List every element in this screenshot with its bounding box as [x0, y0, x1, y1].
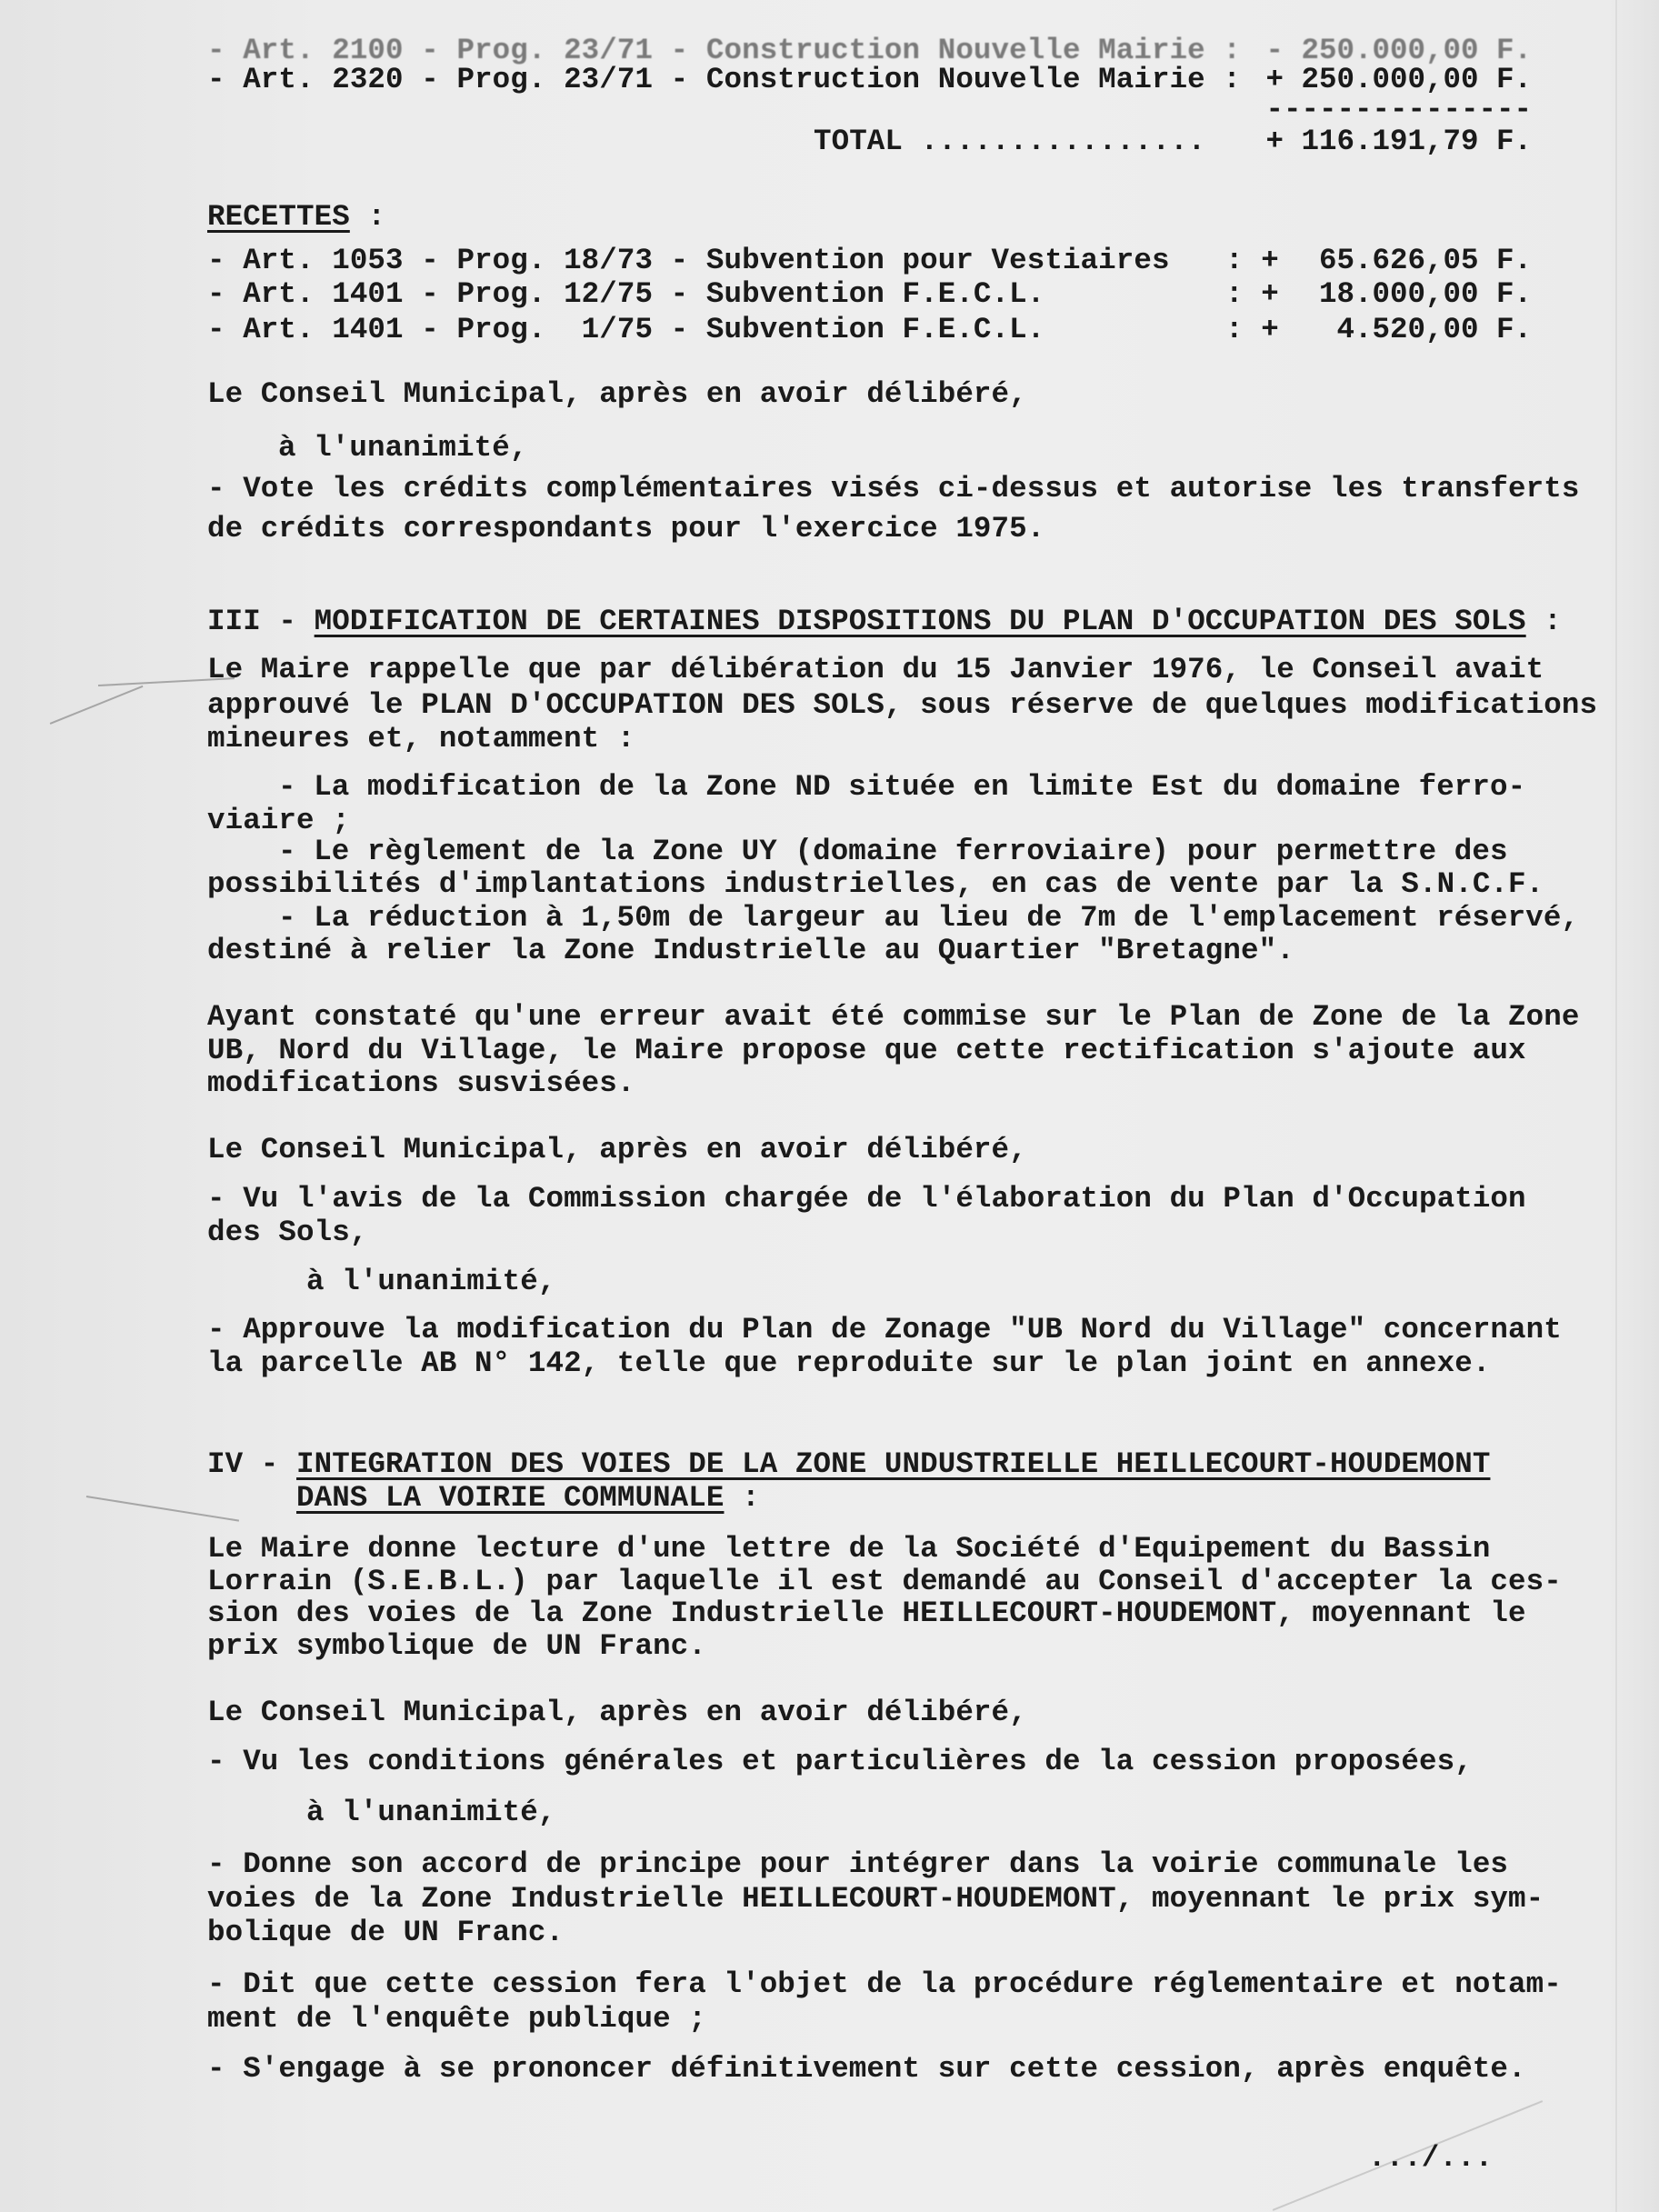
- list-item: destiné à relier la Zone Industrielle au Quartier "Bretagne".: [207, 934, 1294, 967]
- recette-amount: 18.000,00 F.: [1318, 277, 1532, 311]
- depense-line: - Art. 2320 - Prog. 23/71 - Construction Nouvelle Mairie :: [207, 63, 1241, 96]
- recette-sep: : +: [1225, 277, 1279, 311]
- section-3-colon: :: [1544, 605, 1562, 638]
- section-4-colon: :: [742, 1481, 760, 1515]
- recette-line: - Art. 1053 - Prog. 18/73 - Subvention pour Vestiaires: [207, 244, 1170, 277]
- section-4-heading-cont: [296, 1482, 760, 1515]
- decision-text: - Donne son accord de principe pour intégrer dans la voirie communale les: [207, 1847, 1509, 1881]
- decision-text: - Vote les crédits complémentaires visés ci-dessus et autorise les transferts: [207, 472, 1580, 505]
- deliberation-intro: Le Conseil Municipal, après en avoir délibéré,: [207, 377, 1027, 411]
- decision-text: bolique de UN Franc.: [207, 1916, 565, 1949]
- paragraph-line: UB, Nord du Village, le Maire propose que cette rectification s'ajoute aux: [207, 1034, 1526, 1067]
- decision-text: ment de l'enquête publique ;: [207, 2002, 706, 2036]
- considering-text: - Vu l'avis de la Commission chargée de l'élaboration du Plan d'Occupation: [207, 1182, 1526, 1216]
- paragraph-line: Lorrain (S.E.B.L.) par laquelle il est demandé au Conseil d'accepter la ces-: [207, 1565, 1562, 1598]
- depense-amount: + 250.000,00 F.: [1265, 63, 1532, 96]
- total-amount: + 116.191,79 F.: [1265, 125, 1532, 158]
- section-4-number: IV -: [207, 1447, 279, 1481]
- list-item: - Le règlement de la Zone UY (domaine ferroviaire) pour permettre des: [278, 835, 1508, 868]
- decision-text: voies de la Zone Industrielle HEILLECOURT-HOUDEMONT, moyennant le prix sym-: [207, 1882, 1544, 1916]
- list-item: possibilités d'implantations industrielles, en cas de vente par la S.N.C.F.: [207, 867, 1544, 901]
- section-4-title-line-1: INTEGRATION DES VOIES DE LA ZONE UNDUSTRIELLE HEILLECOURT-HOUDEMONT: [296, 1447, 1491, 1481]
- paragraph-line: modifications susvisées.: [207, 1066, 635, 1100]
- recettes-title: RECETTES: [207, 200, 350, 234]
- recettes-heading: [207, 201, 385, 234]
- depense-line: - Art. 2100 - Prog. 23/71 - Construction Nouvelle Mairie :: [207, 34, 1241, 67]
- paragraph-line: Le Maire rappelle que par délibération du 15 Janvier 1976, le Conseil avait: [207, 653, 1544, 686]
- recette-amount: 4.520,00 F.: [1336, 313, 1532, 346]
- paragraph-line: Ayant constaté qu'une erreur avait été commise sur le Plan de Zone de la Zone: [207, 1000, 1580, 1034]
- section-3-heading: [207, 606, 1562, 638]
- recette-amount: 65.626,05 F.: [1318, 244, 1532, 277]
- decision-text: la parcelle AB N° 142, telle que reproduite sur le plan joint en annexe.: [207, 1346, 1491, 1380]
- total-label: TOTAL ................: [814, 125, 1206, 158]
- paragraph-line: mineures et, notamment :: [207, 722, 635, 756]
- considering-text: des Sols,: [207, 1216, 368, 1249]
- decision-text: - S'engage à se prononcer définitivement sur cette cession, après enquête.: [207, 2052, 1526, 2086]
- vote-unanimity: à l'unanimité,: [306, 1796, 556, 1829]
- considering-text: - Vu les conditions générales et particulières de la cession proposées,: [207, 1745, 1473, 1778]
- paragraph-line: prix symbolique de UN Franc.: [207, 1629, 706, 1663]
- deliberation-intro: Le Conseil Municipal, après en avoir délibéré,: [207, 1696, 1027, 1729]
- recette-line: - Art. 1401 - Prog. 1/75 - Subvention F.E.C.L.: [207, 313, 1045, 346]
- continuation-marker: .../...: [1368, 2141, 1494, 2175]
- recette-line: - Art. 1401 - Prog. 12/75 - Subvention F.E.C.L.: [207, 277, 1045, 311]
- vote-unanimity: à l'unanimité,: [306, 1265, 556, 1298]
- list-item: - La modification de la Zone ND située en limite Est du domaine ferro-: [278, 770, 1526, 804]
- paragraph-line: Le Maire donne lecture d'une lettre de la Société d'Equipement du Bassin: [207, 1532, 1491, 1566]
- section-4-title-line-2: DANS LA VOIRIE COMMUNALE: [296, 1481, 725, 1515]
- recette-sep: : +: [1225, 244, 1279, 277]
- list-item: - La réduction à 1,50m de largeur au lieu de 7m de l'emplacement réservé,: [278, 901, 1580, 935]
- depense-amount: - 250.000,00 F.: [1265, 34, 1532, 67]
- pen-mark: [86, 1496, 239, 1521]
- deliberation-intro: Le Conseil Municipal, après en avoir délibéré,: [207, 1133, 1027, 1166]
- vote-unanimity: à l'unanimité,: [278, 431, 528, 465]
- pen-mark: [50, 686, 144, 725]
- decision-text: - Approuve la modification du Plan de Zonage "UB Nord du Village" concernant: [207, 1313, 1562, 1346]
- decision-text: de crédits correspondants pour l'exercice 1975.: [207, 512, 1045, 545]
- paragraph-line: approuvé le PLAN D'OCCUPATION DES SOLS, sous réserve de quelques modifications: [207, 688, 1598, 722]
- separator-dashes: ---------------: [1265, 93, 1532, 126]
- section-3-number: III -: [207, 605, 297, 638]
- recette-sep: : +: [1225, 313, 1279, 346]
- section-4-heading: [207, 1448, 1490, 1481]
- paragraph-line: sion des voies de la Zone Industrielle HEILLECOURT-HOUDEMONT, moyennant le: [207, 1596, 1526, 1630]
- decision-text: - Dit que cette cession fera l'objet de la procédure réglementaire et notam-: [207, 1967, 1562, 2001]
- list-item: viaire ;: [207, 804, 350, 837]
- section-3-title: MODIFICATION DE CERTAINES DISPOSITIONS DU PLAN D'OCCUPATION DES SOLS: [314, 605, 1526, 638]
- recettes-colon: :: [367, 200, 386, 234]
- page-edge: [1615, 0, 1617, 2212]
